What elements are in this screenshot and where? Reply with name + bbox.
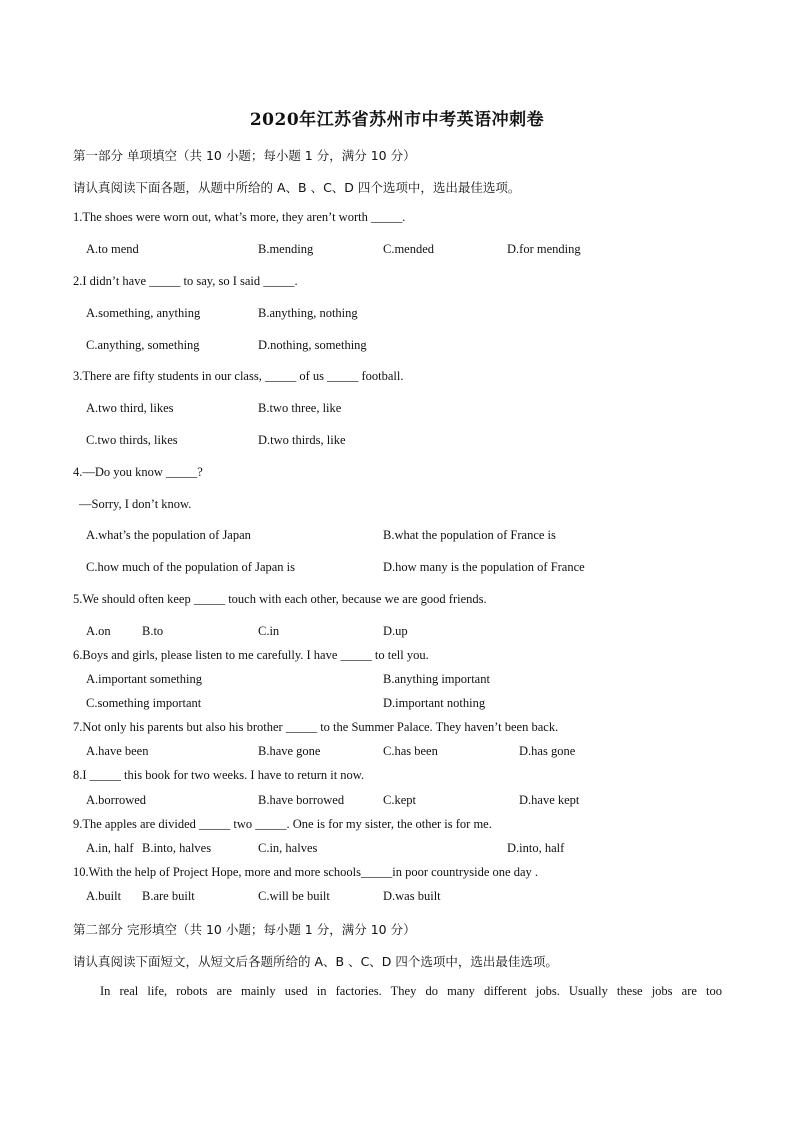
q2-option-b: B.anything, nothing (258, 306, 358, 320)
q4-option-a: A.what’s the population of Japan (86, 528, 251, 542)
q2-option-c: C.anything, something (86, 338, 200, 352)
q10-option-b: B.are built (142, 889, 195, 903)
q5-option-b: B.to (142, 624, 164, 638)
q2-option-a: A.something, anything (86, 306, 201, 320)
q8-option-d: D.have kept (519, 793, 580, 807)
q10-option-c: C.will be built (258, 889, 330, 903)
question-2: 2.I didn’t have _____ to say, so I said _____. (73, 274, 298, 288)
q5-option-a: A.on (86, 624, 111, 638)
q8-option-b: B.have borrowed (258, 793, 345, 807)
q7-option-d: D.has gone (519, 744, 576, 758)
q6-option-d: D.important nothing (383, 696, 486, 710)
question-8: 8.I _____ this book for two weeks. I have to return it now. (73, 768, 365, 782)
q9-option-b: B.into, halves (142, 841, 212, 855)
q9-option-c: C.in, halves (258, 841, 318, 855)
question-5: 5.We should often keep _____ touch with each other, because we are good friends. (73, 592, 487, 606)
question-4-reply: —Sorry, I don’t know. (79, 497, 192, 511)
q2-option-d: D.nothing, something (258, 338, 367, 352)
question-3: 3.There are fifty students in our class, _____ of us _____ football. (73, 369, 404, 383)
q7-option-b: B.have gone (258, 744, 321, 758)
q8-option-a: A.borrowed (86, 793, 147, 807)
question-1: 1.The shoes were worn out, what’s more, they aren’t worth _____. (73, 210, 406, 224)
q3-option-a: A.two third, likes (86, 401, 174, 415)
q1-option-d: D.for mending (507, 242, 581, 256)
question-4: 4.—Do you know _____? (73, 465, 203, 479)
q1-option-b: B.mending (258, 242, 314, 256)
q9-option-a: A.in, half (86, 841, 134, 855)
q1-option-c: C.mended (383, 242, 435, 256)
page-title: 2020年江苏省苏州市中考英语冲刺卷 (249, 110, 545, 130)
question-7: 7.Not only his parents but also his brother _____ to the Summer Palace. They haven’t been back. (73, 720, 559, 734)
q4-option-c: C.how much of the population of Japan is (86, 560, 295, 574)
question-9: 9.The apples are divided _____ two _____. One is for my sister, the other is for me. (73, 817, 492, 831)
q3-option-b: B.two three, like (258, 401, 342, 415)
cloze-paragraph: In real life, robots are mainly used in factories. They do many different jobs. Usually these jobs are too (100, 984, 722, 998)
part1-heading: 第一部分 单项填空（共 10 小题；每小题 1 分，满分 10 分） (73, 148, 416, 163)
q7-option-c: C.has been (383, 744, 438, 758)
q8-option-c: C.kept (383, 793, 416, 807)
question-6: 6.Boys and girls, please listen to me carefully. I have _____ to tell you. (73, 648, 429, 662)
q4-option-b: B.what the population of France is (383, 528, 556, 542)
part2-heading: 第二部分 完形填空（共 10 小题；每小题 1 分，满分 10 分） (73, 922, 416, 937)
q3-option-c: C.two thirds, likes (86, 433, 178, 447)
q1-option-a: A.to mend (86, 242, 139, 256)
question-10: 10.With the help of Project Hope, more and more schools_____in poor countryside one day . (73, 865, 539, 879)
q10-option-a: A.built (86, 889, 122, 903)
q5-option-d: D.up (383, 624, 408, 638)
q6-option-a: A.important something (86, 672, 202, 686)
q9-option-d: D.into, half (507, 841, 565, 855)
q6-option-b: B.anything important (383, 672, 490, 686)
q3-option-d: D.two thirds, like (258, 433, 346, 447)
q7-option-a: A.have been (86, 744, 149, 758)
q6-option-c: C.something important (86, 696, 202, 710)
part1-instruction: 请认真阅读下面各题，从题中所给的 A、B 、C、D 四个选项中，选出最佳选项。 (73, 180, 521, 195)
q10-option-d: D.was built (383, 889, 441, 903)
q5-option-c: C.in (258, 624, 280, 638)
part2-instruction: 请认真阅读下面短文，从短文后各题所给的 A、B 、C、D 四个选项中，选出最佳选项。 (73, 954, 558, 969)
q4-option-d: D.how many is the population of France (383, 560, 585, 574)
